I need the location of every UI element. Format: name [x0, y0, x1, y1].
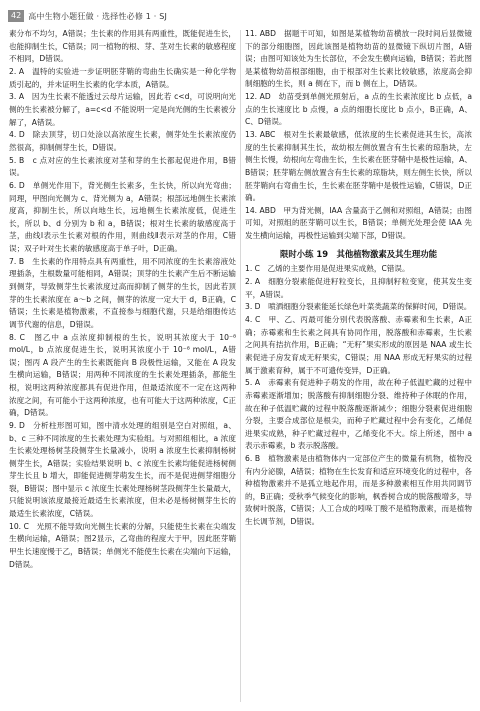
- answer-paragraph: 14. ABD 甲为背光侧，IAA 含量高于乙侧和对照组，A错误；由图可知，对照组的胚芽鞘可以生长，B错误；单侧光处理会使 IAA 先发生横向运输，再极性运输到尖端下部，D错误。: [245, 205, 472, 241]
- answer-paragraph: 13. ABC 根对生长素最敏感，低浓度的生长素促进其生长，高浓度的生长素抑制其生长，故幼根左侧放置含有生长素的琼脂块，左侧生长慢，幼根向左弯曲生长，生长素在胚芽鞘中是极性运输，A、B错误；胚芽鞘左侧放置含有生长素的琼脂块，则左侧生长快，所以胚芽鞘向右弯曲生长，生长素在胚芽鞘中是极性运输，C错误，D正确。: [245, 130, 472, 203]
- answer-paragraph: 4. D 除去顶芽，切口处涂以高浓度生长素，侧芽处生长素浓度仍然很高，抑制侧芽生长，D错误。: [9, 130, 236, 152]
- answer-paragraph: 2. A 温特的实验进一步证明胚芽鞘的弯曲生长确实是一种化学物质引起的，并未证明生长素的化学本质，A错误。: [9, 66, 236, 89]
- answer-paragraph: 12. AD 幼苗受到单侧光照射后，a 点的生长素浓度比 b 点低，a 点的生长速度比 b 点慢，a 点的细胞长度比 b 点小，B正确，A、C、D错误。: [245, 92, 472, 127]
- right-column: [245, 28, 472, 529]
- column-divider: [240, 30, 241, 702]
- answer-paragraph: 5. A 赤霉素有促进种子萌发的作用，故在种子低温贮藏的过程中赤霉素逐渐增加；脱落酸有抑制细胞分裂、维持种子休眠的作用，故在种子低温贮藏的过程中脱落酸逐渐减少；细胞分裂素促进细胞分裂，主要合成部位是根尖，而种子贮藏过程中会有变化，乙烯促进果实成熟，种子贮藏过程中，乙烯变化不大。综上所述，图中 a 表示赤霉素，b 表示脱落酸。: [245, 378, 472, 451]
- answer-paragraph: 5. B c 点对应的生长素浓度对茎和芽的生长都起促进作用，B错误。: [9, 155, 236, 178]
- answer-paragraph: 3. A 因为生长素不能透过云母片运输，因此若 c<d，可说明向光侧的生长素被分解了，a=c<d 不能说明一定是向光侧的生长素被分解了，A错误。: [9, 92, 236, 127]
- answer-paragraph: 1. C 乙烯的主要作用是促进果实成熟，C错误。: [245, 264, 410, 274]
- section-title: 限时小练 19 其他植物激素及其生理功能: [280, 248, 437, 259]
- answer-paragraph: 8. C 图乙中 a 点浓度抑制根的生长，说明其浓度大于 10⁻⁸ mol/L，b 点浓度促进生长，说明其浓度小于 10⁻⁸ mol/L，A错误；图丙 A 段产生的生长素既能向 B 段极性运输，又能在 A 段发生横向运输，B错误；用两种不同浓度的生长素处理插条，都能生根，说明这两种浓度都具有促进作用，但最适浓度不一定在这两种浓度之间，有可能小于这两种浓度，也有可能大于这两种浓度，C正确，D错误。: [9, 332, 236, 418]
- answer-paragraph: 4. C 甲、乙、丙最可能分别代表脱落酸、赤霉素和生长素，A正确；赤霉素和生长素之间具有协同作用，脱落酸和赤霉素，生长素之间具有拮抗作用，B正确；“无籽”果实形成的原因是 NAA 或生长素促进子房发育成无籽果实，C错误；用 NAA 形成无籽果实的过程属于激素育种，属于不可遗传变异，D正确。: [245, 315, 472, 375]
- book-title: 高中生物小题狂做 · 选择性必修 1 · SJ: [28, 11, 168, 21]
- answer-paragraph: 2. A 细胞分裂素能促进籽粒变长，且抑制籽粒变宽，使其发生变平，A错误。: [245, 277, 472, 299]
- page-header: [8, 8, 167, 24]
- answer-paragraph: 10. C 光照不能导致向光侧生长素的分解，只能使生长素在尖端发生横向运输，A错误；图2显示，乙弯曲的程度大于甲，因此胚芽鞘甲生长速度慢于乙，B错误；单侧光不能使生长素在尖端向下运输，D错误。: [9, 521, 236, 569]
- page-number: 42: [8, 10, 24, 22]
- answer-paragraph: 素分布不均匀，A错误；生长素的作用具有两重性，既能促进生长，也能抑制生长，C错误；同一植物的根、芽、茎对生长素的敏感程度不相同，D错误。: [9, 29, 236, 64]
- answer-paragraph: 3. D 喷洒细胞分裂素能延长绿色叶菜类蔬菜的保鲜时间，D错误。: [245, 302, 472, 312]
- answer-paragraph: 6. B 植物激素是由植物体内一定部位产生的微量有机物，植物没有内分泌腺，A错误；植物在生长发育和适应环境变化的过程中，各种植物激素并不是孤立地起作用，而是多种激素相互作用共同调节的，B正确；受秋季气候变化的影响，枫香树合成的脱落酸增多，导致树叶脱落，C错误；人工合成的吲哚丁酸不是植物激素，而是植物生长调节剂，D错误。: [245, 454, 472, 527]
- left-column: [9, 28, 236, 571]
- answer-paragraph: 11. ABD 据题干可知，如图是某植物幼苗横放一段时间后显微镜下的部分细胞图，因此该图是植物幼苗的显微镜下纵切片图，A错误；由图可知该处为生长部位，不会发生横向运输，B错误；若此图是某植物幼苗根部细胞，由于根部对生长素比较敏感，浓度高会抑制细胞的生长，则 a 侧在下，而 b 侧在上，D错误。: [245, 29, 472, 89]
- answer-paragraph: 6. D 单侧光作用下，背光侧生长素多，生长快，所以向光弯曲；同理，甲图向光侧为 c、背光侧为 a，A错误；根部远地侧生长素浓度高，抑制生长，所以向地生长，远地侧生长素浓度低，促进生长，所以 b、d 分别为 b 和 a，B错误；根对生长素的敏感度高于茎，曲线Ⅰ表示生长素对根的作用，则曲线Ⅱ表示对茎的作用，C错误；双子叶对生长素的敏感度高于单子叶，D正确。: [9, 181, 236, 254]
- answer-paragraph: 7. B 生长素的作用特点具有两重性，用不同浓度的生长素溶液处理插条，生根数量可能相同，A错误；顶芽的生长素产生后不断运输到侧芽，导致侧芽生长素浓度过高而抑制了侧芽的生长，因此若顶芽的生长素浓度在 a～b 之间，侧芽的浓度一定大于 d，B正确，C错误；生长素是植物激素，不直接参与细胞代谢，只是给细胞传达调节代谢的信息，D错误。: [9, 256, 236, 329]
- answer-paragraph: 9. D 分析柱形图可知，图中清水处理的组别是空白对照组，a、b、c 三种不同浓度的生长素处理为实验组。与对照组相比，a 浓度生长素处理杨树茎段侧芽生长量减小，说明 a 浓度生长素抑制杨树侧芽生长，A错误；实验结果说明 b、c 浓度生长素均能促进杨树侧芽生长且 b 增大，即能促进侧芽萌发生长，而不是促进侧芽细胞分裂，B错误；图中显示 c 浓度生长素处理杨树茎段侧芽生长量最大，只能说明该浓度最接近最适生长素浓度，但未必是杨树侧芽生长的最适生长素浓度，C错误。: [9, 420, 236, 519]
